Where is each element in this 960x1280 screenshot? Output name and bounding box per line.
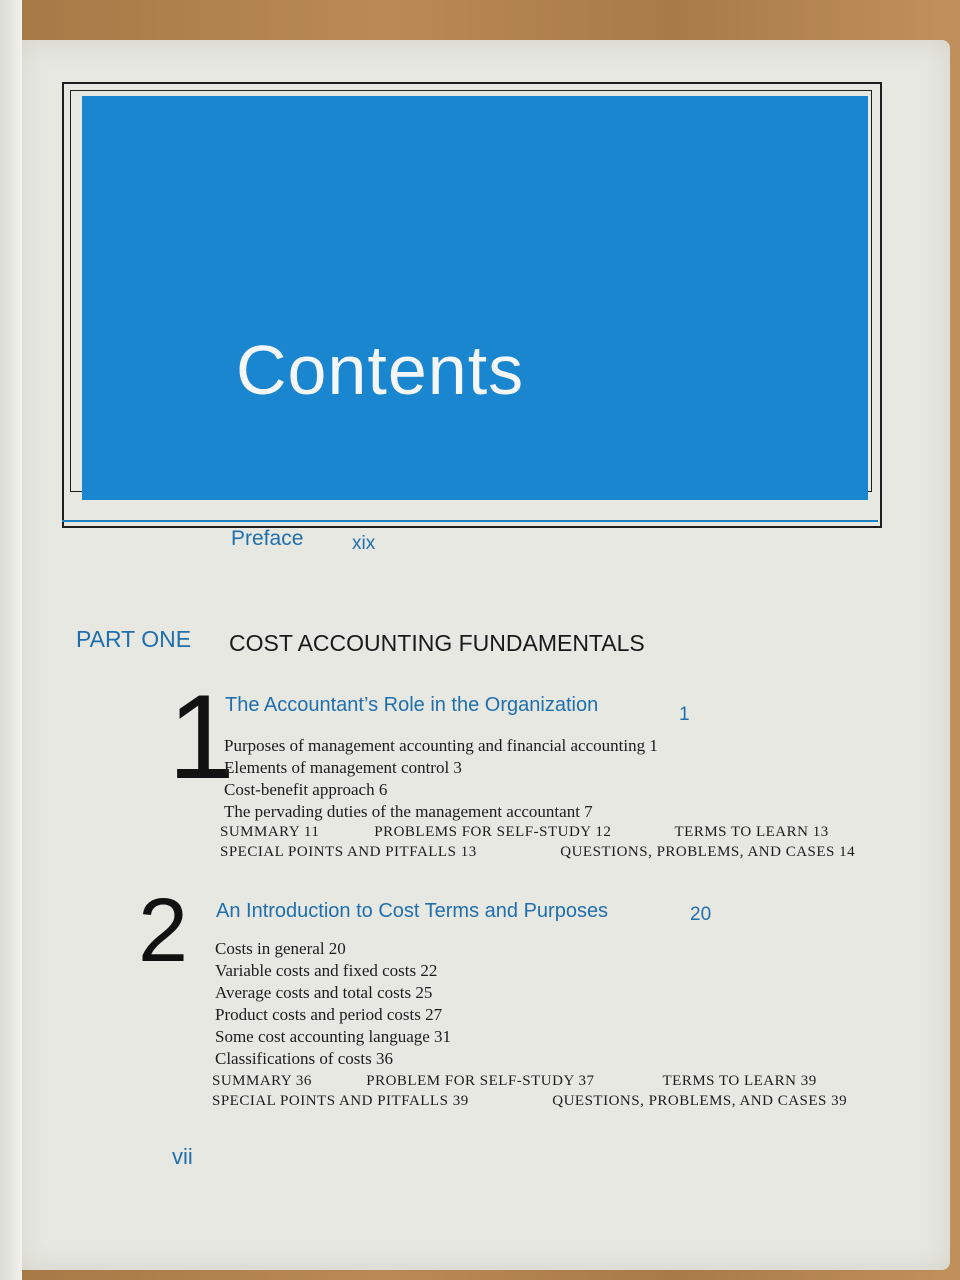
endmatter-item: SPECIAL POINTS AND PITFALLS 39 (212, 1093, 469, 1109)
section-item: Purposes of management accounting and financial accounting 1 (224, 736, 658, 755)
part-title: COST ACCOUNTING FUNDAMENTALS (229, 630, 645, 656)
chapter-1-title: The Accountant’s Role in the Organization (225, 694, 599, 716)
chapter-2-endmatter (212, 1071, 847, 1111)
endmatter-item: QUESTIONS, PROBLEMS, AND CASES 39 (552, 1093, 848, 1109)
endmatter-item: SUMMARY 36 (212, 1073, 312, 1089)
preface-label: Preface (231, 527, 304, 550)
part-label: PART ONE (76, 626, 192, 652)
chapter-1-endmatter (220, 822, 855, 862)
page-folio: vii (172, 1144, 193, 1169)
section-item: Elements of management control 3 (224, 758, 462, 777)
endmatter-item: TERMS TO LEARN 13 (674, 824, 829, 840)
previous-page-edge (0, 0, 22, 1280)
chapter-2-number: 2 (138, 881, 189, 981)
page-title: Contents (236, 331, 525, 409)
chapter-2-page: 20 (690, 904, 712, 925)
endmatter-item: TERMS TO LEARN 39 (662, 1073, 817, 1089)
section-item: Variable costs and fixed costs 22 (215, 961, 438, 980)
chapter-1-page: 1 (679, 704, 690, 725)
section-item: Cost-benefit approach 6 (224, 780, 388, 799)
chapter-1-number: 1 (168, 670, 235, 804)
section-item: Product costs and period costs 27 (215, 1005, 443, 1024)
endmatter-item: SPECIAL POINTS AND PITFALLS 13 (220, 844, 477, 860)
chapter-1-sections (224, 735, 658, 823)
section-item: Classifications of costs 36 (215, 1049, 394, 1068)
preface-page-number: xix (352, 533, 376, 554)
section-item: Costs in general 20 (215, 939, 346, 958)
endmatter-item: QUESTIONS, PROBLEMS, AND CASES 14 (560, 844, 856, 860)
section-item: Some cost accounting language 31 (215, 1027, 452, 1046)
endmatter-item: PROBLEM FOR SELF-STUDY 37 (366, 1073, 595, 1089)
chapter-2-sections (215, 938, 451, 1070)
endmatter-item: PROBLEMS FOR SELF-STUDY 12 (374, 824, 612, 840)
section-item: The pervading duties of the management accountant 7 (224, 802, 593, 821)
title-frame-rule (62, 520, 878, 522)
endmatter-item: SUMMARY 11 (220, 824, 320, 840)
chapter-2-title: An Introduction to Cost Terms and Purposes (216, 900, 609, 922)
title-panel (82, 96, 868, 500)
section-item: Average costs and total costs 25 (215, 983, 433, 1002)
